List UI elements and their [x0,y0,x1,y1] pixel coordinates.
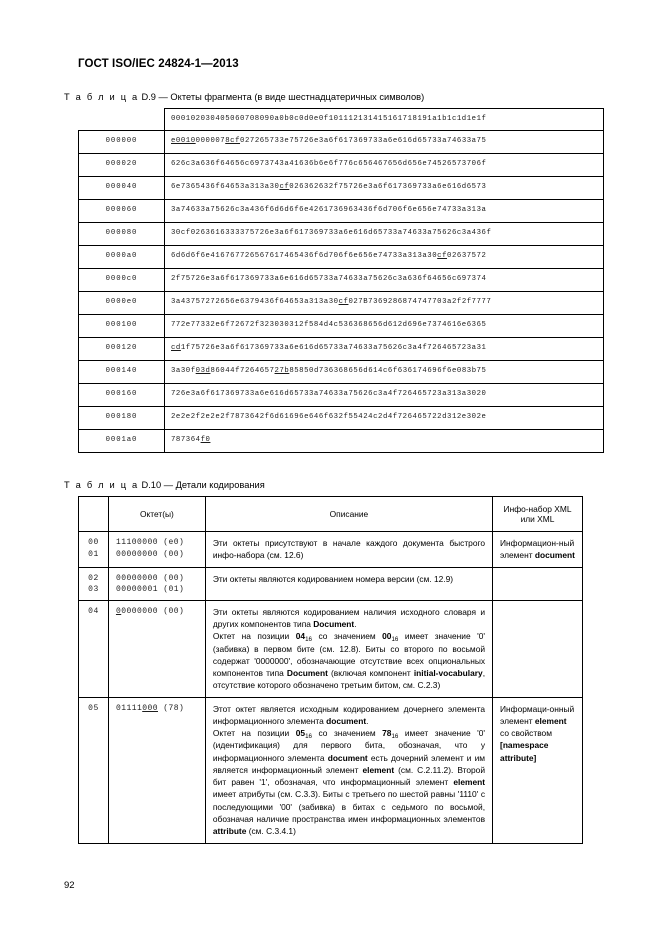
octet-position-value: 02 [88,573,99,583]
octet-bits [108,600,205,697]
table-d10 [78,496,583,844]
hex-segment: 02637572 [447,252,487,261]
hex-segment-underlined: cd [171,344,181,353]
hex-bytes [165,154,604,177]
hex-offset: 0000c0 [79,269,165,292]
hex-segment: 3a30f [171,367,196,376]
table-d9-row [79,384,604,407]
octet-hex-value: (01) [157,585,185,595]
octet-bits [108,567,205,600]
octet-bits-value [116,549,200,561]
xml-infoset: Информацион-ный элемент document [493,532,583,568]
hex-segment: 772e77332e6f72672f323030312f584d4c536368656d612d696e7374616e6365 [171,321,487,330]
hex-segment: 787364 [171,436,201,445]
octet-position-value: 05 [88,703,99,713]
document-header: ГОСТ ISO/IEC 24824-1—2013 [78,58,239,70]
hex-bytes [165,131,604,154]
octet-position-value: 03 [88,585,99,595]
hex-offset: 000080 [79,223,165,246]
table-d10-caption-text: D.10 — Детали кодирования [141,480,265,490]
table-d10-caption-word: Т а б л и ц а [64,480,139,490]
octet-bits-plain: 00000000 [115,549,158,559]
term: 04 [295,631,306,642]
hex-segment-underlined: 8cf [225,137,241,146]
table-d9-row [79,131,604,154]
hex-segment: 027B7369286874747703a2f2f7777 [348,298,492,307]
page-number: 92 [64,880,75,891]
xml-infoset: Информаци-онный элемент element со свойством [namespace attribute] [493,697,583,843]
octet-description: Этот октет является исходным кодированием дочернего элемента информационного элемента document. Октет на позиции $05_{16}$ со значением $78_{16}$ имеет значение '0' (идентификация) для первого бита, обозначая, что у информационного элемента document есть дочерний элемент и им является информационный элемент element (см. С.2.11.2). Второй бит равен '1', обозначая, что информационный элемент element имеет атрибуты (см. С.3.3). Биты с третьего по шестой равны '1110' с последующими '00' (забивка) в битах с седьмого по восьмой, обозначая наличие пространства имен информационных элементов attribute (см. С.3.4.1) [205,697,492,843]
table-d10-row [79,567,583,600]
octet-hex-value: (00) [157,549,185,559]
octet-bits-value [116,584,200,596]
hex-segment-underlined: cf [437,252,448,261]
hex-bytes [165,407,604,430]
hex-segment: 3a43757272656e6379436f64653a313a30 [171,298,339,307]
octet-description: Эти октеты присутствуют в начале каждого документа быстрого инфо-набора (см. 12.6) [205,532,492,568]
hex-bytes [165,430,604,453]
hex-segment-underlined: e0010 [171,137,196,146]
octet-bits-underlined: 0 [115,606,122,616]
table-d9-row [79,338,604,361]
table-d10-header-octets: Октет(ы) [108,497,205,532]
hex-segment: 2e2e2f2e2e2f7873642f6d61696e646f632f55424c2d4f726465722d312e302e [171,413,487,422]
table-d9-caption [64,92,424,102]
hex-segment: 30cf0263616333375726e3a6f617369733a6e616d65733a74633a75626c3a436f [171,229,492,238]
hex-segment: 2f75726e3a6f617369733a6e616d65733a74633a75626c3a636f64656c697374 [171,275,487,284]
hex-bytes [165,223,604,246]
table-d9-header-row [79,109,604,131]
table-d9-row [79,292,604,315]
hex-bytes [165,384,604,407]
hex-bytes [165,177,604,200]
hex-bytes [165,246,604,269]
term: element [534,715,567,726]
octet-position [79,567,109,600]
table-d9 [78,108,604,453]
hex-offset: 000180 [79,407,165,430]
table-d9-column-header: 000102030405060708090a0b0c0d0e0f101112131415161718191a1b1c1d1e1f [165,109,604,131]
table-d10-head [79,497,583,532]
hex-bytes [165,200,604,223]
term: [namespace attribute] [500,740,549,763]
hex-segment: 026362632f75726e3a6f617369733a6e616d6573 [289,183,487,192]
table-d9-row [79,200,604,223]
octet-bits-plain: 11100000 [115,538,158,547]
hex-offset: 000140 [79,361,165,384]
octet-description: Эти октеты являются кодированием номера версии (см. 12.9) [205,567,492,600]
hex-offset: 000120 [79,338,165,361]
hex-segment: 3a74633a75626c3a436f6d6d6f6e4261736963436f6d706f6e656e74733a313a [171,206,487,215]
octet-hex-value: (e0) [157,538,185,547]
table-d9-row [79,361,604,384]
octet-position [79,532,109,568]
xml-infoset [493,567,583,600]
hex-offset: 000020 [79,154,165,177]
table-d10-row [79,697,583,843]
table-d9-row [79,177,604,200]
octet-bits [108,532,205,568]
hex-bytes [165,292,604,315]
hex-bytes [165,269,604,292]
term: Document [286,668,328,679]
hex-segment-underlined: cf [279,183,290,192]
octet-bits-plain: 01111 [115,703,143,713]
hex-segment: 6e7365436f64653a313a30 [171,183,280,192]
octet-bits-plain: 0000000 [121,606,158,616]
octet-bits-value [116,537,200,549]
octet-hex-value: (00) [157,606,185,616]
hex-offset: 000100 [79,315,165,338]
octet-hex-value: (78) [157,703,185,713]
table-d9-row [79,430,604,453]
hex-segment: 726e3a6f617369733a6e616d65733a74633a75626c3a4f726465723a313a3020 [171,390,487,399]
octet-position [79,600,109,697]
table-d10-row [79,600,583,697]
table-d10-row [79,532,583,568]
table-d10-header-xml: Инфо-набор XML или XML [493,497,583,532]
table-d9-row [79,315,604,338]
hex-offset: 000060 [79,200,165,223]
octet-bits-plain: 00000000 [115,573,158,583]
term: document [327,752,368,763]
hex-offset: 000160 [79,384,165,407]
octet-position-value: 04 [88,606,99,616]
hex-segment: 86044f7264657 [210,367,275,376]
octet-position-value: 01 [88,549,99,559]
hex-bytes [165,315,604,338]
term: element [362,764,395,775]
hex-segment: 626c3a636f64656c6973743a41636b6e6f776c656467656d656e74526573706f [171,160,487,169]
hex-offset: 0001a0 [79,430,165,453]
hex-segment: 000007 [195,137,226,146]
xml-infoset [493,600,583,697]
hex-offset: 0000a0 [79,246,165,269]
table-d9-row [79,407,604,430]
table-d9-row [79,246,604,269]
hex-segment: 85850d736368656d614c6f636174696f6e083b75 [289,367,487,376]
hex-offset: 000040 [79,177,165,200]
hex-segment: 1f75726e3a6f617369733a6e616d65733a74633a75626c3a4f726465723a31 [180,344,487,353]
octet-hex-value: (00) [157,573,185,583]
hex-segment-underlined: f0 [200,436,211,445]
octet-position-value: 00 [88,538,99,547]
hex-offset: 000000 [79,131,165,154]
term: 05 [295,728,306,739]
hex-segment-underlined: 27b [274,367,290,376]
hex-segment-underlined: cf [338,298,349,307]
table-d9-row [79,154,604,177]
octet-position [79,697,109,843]
term: element [453,777,486,788]
table-d9-corner-cell [79,109,165,131]
table-d10-body [79,532,583,844]
table-d9-row [79,269,604,292]
octet-description: Эти октеты являются кодированием наличия исходного словаря и других компонентов типа Document. Октет на позиции $04_{16}$ со значением $00_{16}$ имеет значение '0' (забивка) в первом бите (см. 12.8). Биты со второго по восьмой содержат '0000000', обозначающие отсутствие всех опциональных компонентов типа Document (включая компонент initial-vocabulary, отсутствие которого обозначено третьим битом, см. С.2.3) [205,600,492,697]
hex-bytes [165,361,604,384]
hex-bytes [165,338,604,361]
octet-bits-plain: 00000001 [115,585,158,595]
octet-bits-value [116,606,200,618]
table-d9-caption-text: D.9 — Октеты фрагмента (в виде шестнадцатеричных символов) [141,92,425,102]
term: document [534,550,575,561]
term: document [326,715,367,726]
term: Document [313,618,355,629]
octet-bits [108,697,205,843]
table-d10-header-description: Описание [205,497,492,532]
octet-bits-underlined: 000 [142,703,158,713]
hex-offset: 0000e0 [79,292,165,315]
hex-segment: 6d6d6f6e416767726567617465436f6d706f6e656e74733a313a30 [171,252,438,261]
octet-bits-value [116,703,200,715]
term: initial-vocabulary [413,668,483,679]
table-d9-row [79,223,604,246]
table-d10-header-position [79,497,109,532]
hex-segment-underlined: 03d [195,367,211,376]
term: 78 [382,728,392,739]
term: 00 [382,631,392,642]
table-d9-caption-word: Т а б л и ц а [64,92,139,102]
table-d10-header-row [79,497,583,532]
table-d10-caption [64,480,265,490]
term: attribute [212,826,247,837]
octet-bits-value [116,573,200,585]
hex-segment: 027265733e75726e3a6f617369733a6e616d65733a74633a75 [240,137,487,146]
